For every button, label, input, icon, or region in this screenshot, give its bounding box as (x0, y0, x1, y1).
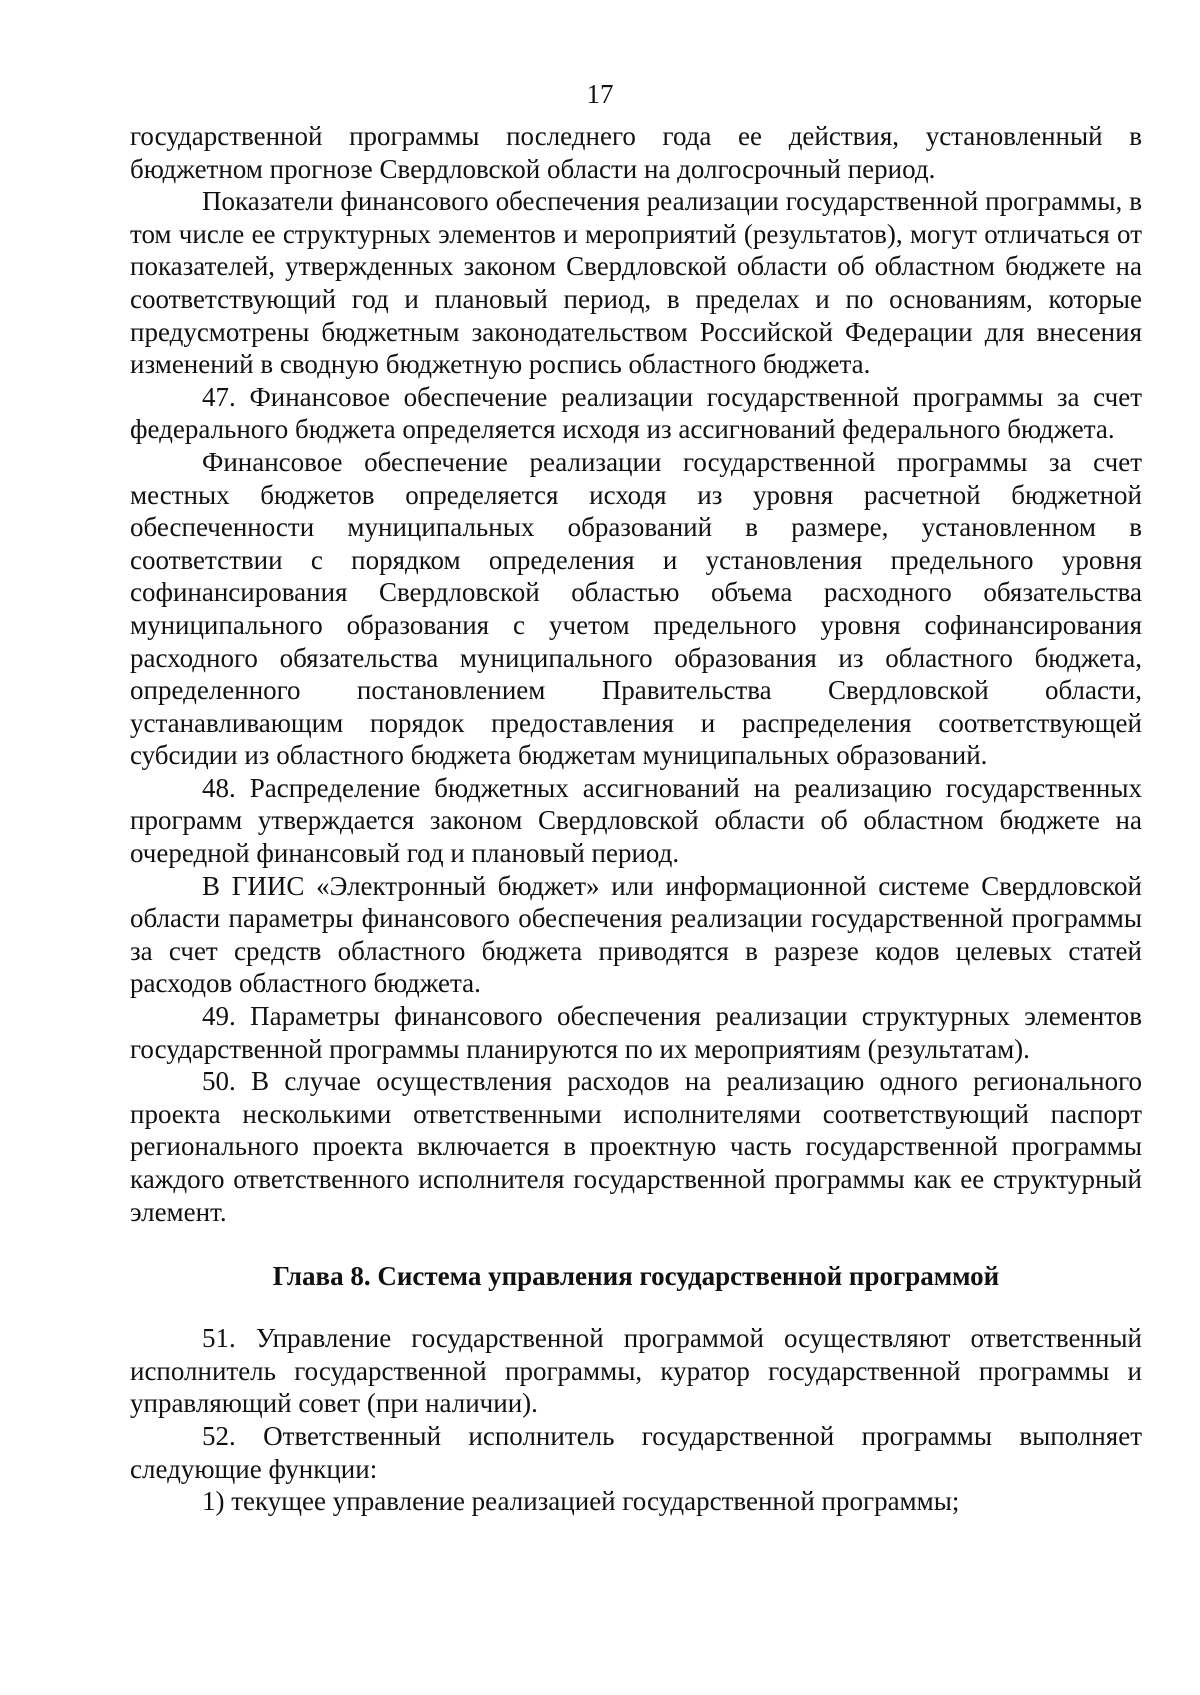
paragraph-48: 48. Распределение бюджетных ассигнований на реализацию государственных программ утверждается законом Свердловской области об областном бюджете на очередной финансовый год и плановый период. (130, 772, 1142, 869)
paragraph-49: 49. Параметры финансового обеспечения реализации структурных элементов государственной программы планируются по их мероприятиям (результатам). (130, 1001, 1142, 1064)
list-item: 1) текущее управление реализацией государственной программы; (202, 1486, 960, 1517)
paragraph-50: 50. В случае осуществления расходов на реализацию одного регионального проекта несколькими ответственными исполнителями соответствующий паспорт регионального проекта включается в проектную часть государственной программы каждого ответственного исполнителя государственной программы как ее структурный элемент. (130, 1066, 1142, 1227)
paragraph-52: 52. Ответственный исполнитель государственной программы выполняет следующие функции: (130, 1420, 1142, 1484)
paragraph: Финансовое обеспечение реализации государственной программы за счет местных бюджетов определяется исходя из уровня расчетной бюджетной обеспеченности муниципальных образований в размере, установленном в соответствии с порядком определения и установления предельного уровня софинансирования Свердловской областью объема расходного обязательства муниципального образования с учетом предельного уровня софинансирования расходного обязательства муниципального образования из областного бюджета, определенного постановлением Правительства Свердловской области, устанавливающим порядок предоставления и распределения соответствующей субсидии из областного бюджета бюджетам муниципальных образований. (130, 446, 1142, 771)
paragraph: государственной программы последнего года ее действия, установленный в бюджетном прогнозе Свердловской области на долгосрочный период. (130, 121, 1142, 184)
paragraph: Показатели финансового обеспечения реализации государственной программы, в том числе ее структурных элементов и мероприятий (результатов), могут отличаться от показателей, утвержденных законом Свердловской области об областном бюджете на соответствующий год и плановый период, в пределах и по основаниям, которые предусмотрены бюджетным законодательством Российской Федерации для внесения изменений в сводную бюджетную роспись областного бюджета. (130, 186, 1142, 380)
page-number: 17 (586, 79, 614, 109)
paragraph-47: 47. Финансовое обеспечение реализации государственной программы за счет федерального бюджета определяется исходя из ассигнований федерального бюджета. (130, 381, 1142, 445)
document-body (130, 120, 1142, 1518)
section-after-heading (130, 1322, 1142, 1518)
paragraph: В ГИИС «Электронный бюджет» или информационной системе Свердловской области параметры финансового обеспечения реализации государственной программы за счет средств областного бюджета приводятся в разрезе кодов целевых статей расходов областного бюджета. (130, 870, 1142, 999)
chapter-heading: Глава 8. Система управления государственной программой (272, 1261, 1000, 1292)
paragraph-51: 51. Управление государственной программой осуществляют ответственный исполнитель государственной программы, куратор государственной программы и управляющий совет (при наличии). (130, 1323, 1142, 1419)
section-before-heading (130, 120, 1142, 1228)
